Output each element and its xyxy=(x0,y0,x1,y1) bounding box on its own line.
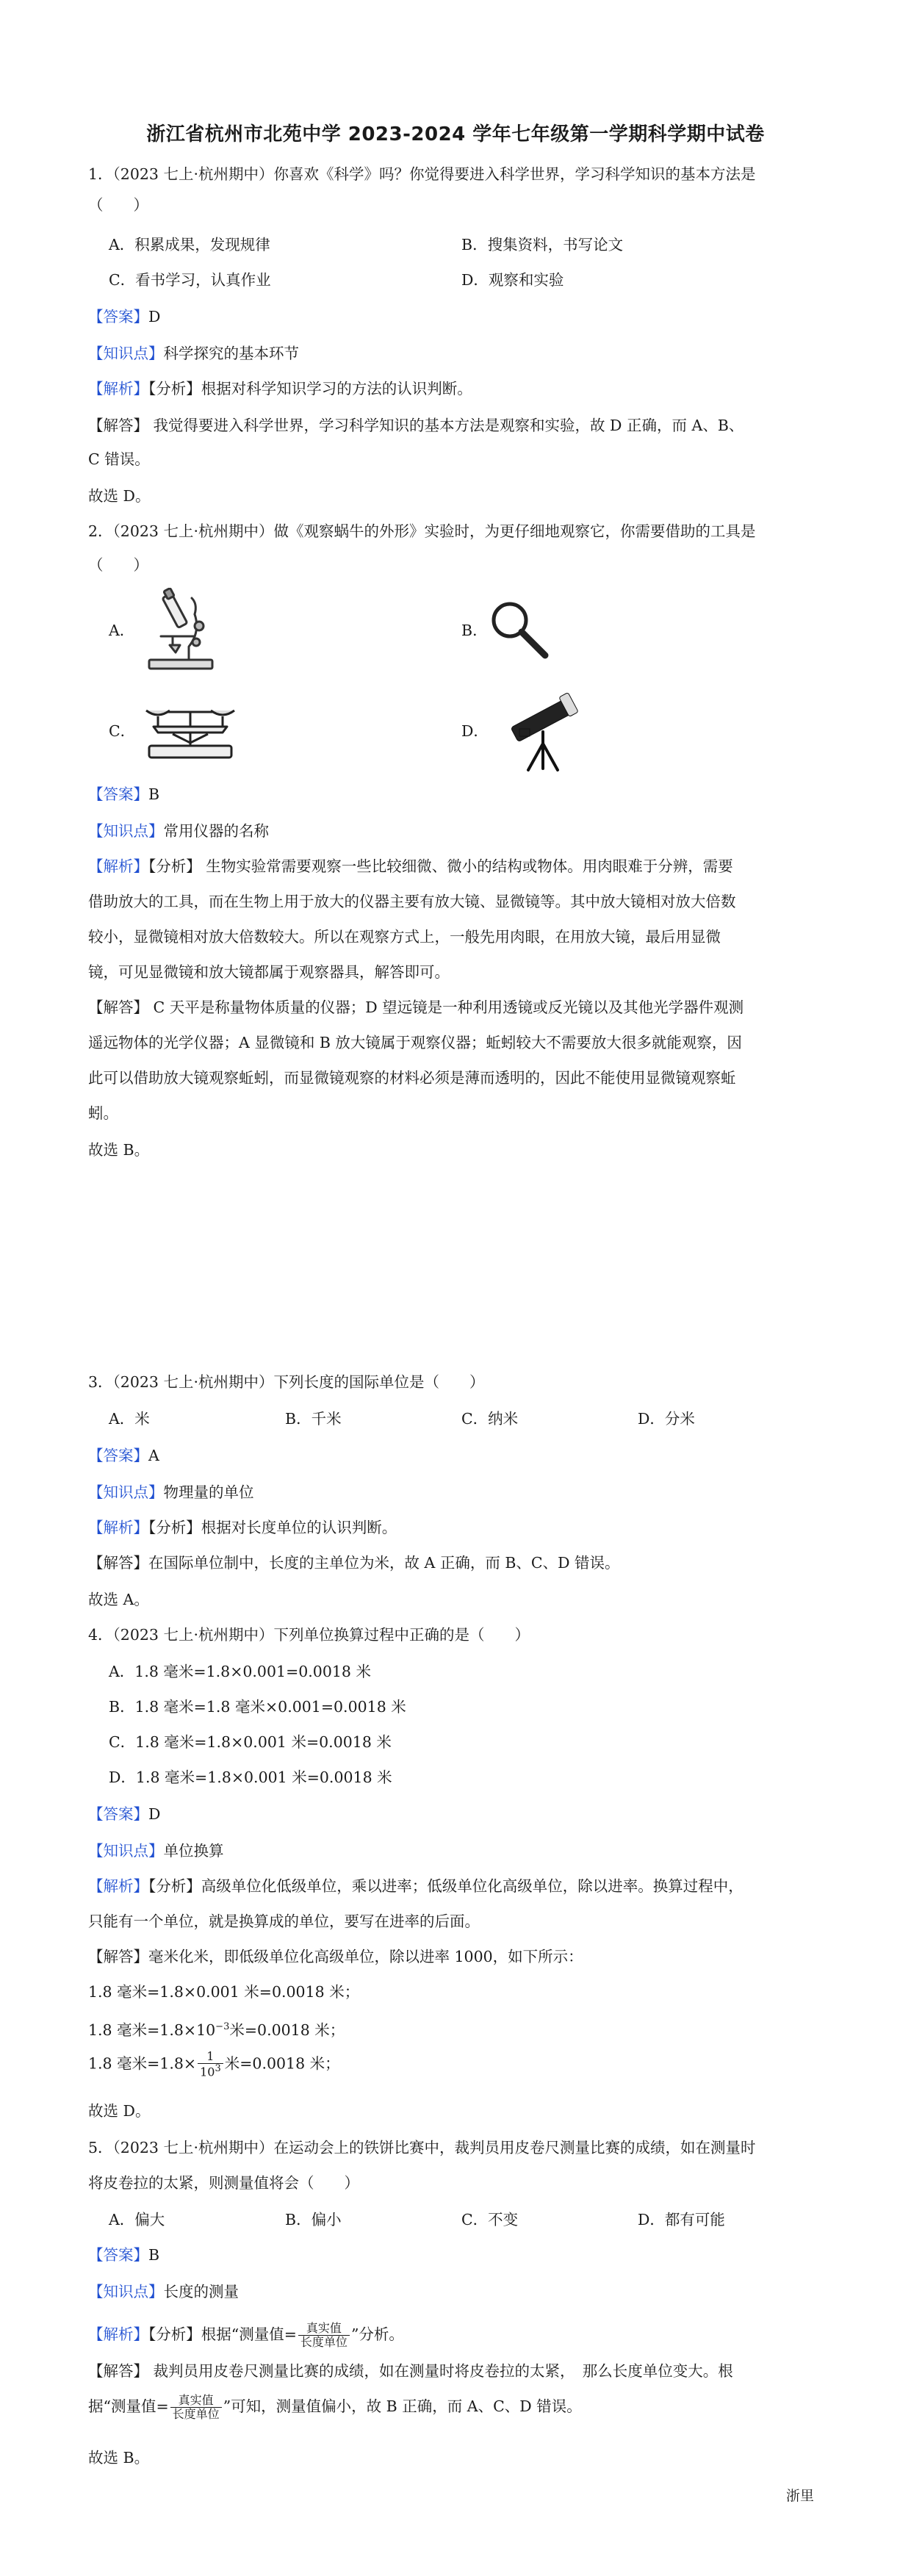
q4-knowledge: 【知识点】单位换算 xyxy=(88,1842,224,1860)
q5-stem: 5．（2023 七上·杭州期中）在运动会上的铁饼比赛中，裁判员用皮卷尺测量比赛的成绩，如在测量时 xyxy=(88,2139,756,2156)
q1-stem-paren: （ ） xyxy=(88,196,148,214)
q3-solution: 【解答】在国际单位制中，长度的主单位为米，故 A 正确，而 B、C、D 错误。 xyxy=(88,1554,620,1572)
q1-solution: 【解答】 我觉得要进入科学世界，学习科学知识的基本方法是观察和实验，故 D 正确，而 A、B、 xyxy=(88,417,744,434)
q4-calc-3: 1.8 毫米=1.8× $\frac{1}{10^3}$ 米=0.0018 米； xyxy=(88,2049,340,2079)
q4-conclusion: 故选 D。 xyxy=(88,2102,151,2120)
q4-option-b: B．1.8 毫米=1.8 毫米×0.001=0.0018 米 xyxy=(109,1698,406,1716)
q2-analysis-1: 【解析】【分析】 生物实验常需要观察一些比较细微、微小的结构或物体。用肉眼难于分辨，需要 xyxy=(88,857,733,875)
q1-answer: 【答案】D xyxy=(88,308,161,325)
q2-solution-4: 蚓。 xyxy=(88,1104,118,1122)
q5-option-b: B．偏小 xyxy=(285,2211,342,2228)
q5-solution-2: 据“测量值= $\frac{\text{真实值}}{\text{长度单位}}$ ”可知，测量值偏小，故 B 正确，而 A、C、D 错误。 xyxy=(88,2392,582,2421)
q2-conclusion: 故选 B。 xyxy=(88,1141,150,1159)
q2-option-c: C． xyxy=(109,722,136,740)
q5-option-c: C．不变 xyxy=(461,2211,519,2228)
q5-knowledge: 【知识点】长度的测量 xyxy=(88,2283,239,2300)
telescope-icon xyxy=(503,689,584,774)
q1-option-a: A．积累成果，发现规律 xyxy=(109,236,270,253)
q1-solution-cont: C 错误。 xyxy=(88,450,150,468)
q4-solution: 【解答】毫米化米，即低级单位化高级单位，除以进率 1000，如下所示： xyxy=(88,1948,583,1965)
q4-fraction: $\frac{1}{10^3}$ xyxy=(198,2050,223,2079)
q5-solution-1: 【解答】 裁判员用皮卷尺测量比赛的成绩，如在测量时将皮卷拉的太紧， 那么长度单位变大。根 xyxy=(88,2362,733,2380)
microscope-icon xyxy=(143,588,224,674)
q4-option-c: C．1.8 毫米=1.8×0.001 米=0.0018 米 xyxy=(109,1733,392,1751)
q5-analysis-fraction: $\frac{\text{真实值}}{\text{长度单位}}$ xyxy=(298,2322,350,2350)
q3-option-b: B．千米 xyxy=(285,1410,342,1428)
q2-option-d: D． xyxy=(461,722,489,740)
magnifier-icon xyxy=(486,597,552,663)
q3-analysis: 【解析】【分析】根据对长度单位的认识判断。 xyxy=(88,1519,397,1536)
page-title: 浙江省杭州市北苑中学 2023-2024 学年七年级第一学期科学期中试卷 xyxy=(146,123,765,145)
q5-analysis: 【解析】【分析】根据“测量值= $\frac{\text{真实值}}{\text{长度单位}}$ ”分析。 xyxy=(88,2320,404,2349)
q1-stem: 1．（2023 七上·杭州期中）你喜欢《科学》吗？你觉得要进入科学世界，学习科学知识的基本方法是 xyxy=(88,165,756,183)
q2-option-a: A． xyxy=(109,622,135,639)
q2-option-b: B． xyxy=(461,622,488,639)
q2-analysis-3: 较小，显微镜相对放大倍数较大。所以在观察方式上，一般先用肉眼，在用放大镜，最后用显微 xyxy=(88,928,721,946)
q3-knowledge: 【知识点】物理量的单位 xyxy=(88,1483,254,1501)
q2-stem: 2．（2023 七上·杭州期中）做《观察蜗牛的外形》实验时，为更仔细地观察它，你需要借助的工具是 xyxy=(88,522,756,540)
q5-option-a: A．偏大 xyxy=(109,2211,165,2228)
q2-analysis-4: 镜，可见显微镜和放大镜都属于观察器具，解答即可。 xyxy=(88,963,450,981)
q4-analysis-1: 【解析】【分析】高级单位化低级单位，乘以进率；低级单位化高级单位，除以进率。换算过程中， xyxy=(88,1877,743,1895)
q2-knowledge: 【知识点】常用仪器的名称 xyxy=(88,822,269,840)
q3-answer: 【答案】A xyxy=(88,1447,159,1464)
q2-solution-1: 【解答】 C 天平是称量物体质量的仪器；D 望远镜是一种利用透镜或反光镜以及其他光学器件观测 xyxy=(88,999,744,1016)
q5-conclusion: 故选 B。 xyxy=(88,2449,150,2467)
q5-solution-fraction: $\frac{\text{真实值}}{\text{长度单位}}$ xyxy=(170,2394,222,2422)
q3-option-a: A．米 xyxy=(109,1410,150,1428)
q5-stem-cont: 将皮卷拉的太紧，则测量值将会（ ） xyxy=(88,2174,359,2192)
q1-option-c: C．看书学习，认真作业 xyxy=(109,271,271,289)
page-footer: 浙里 xyxy=(786,2488,815,2504)
q5-answer: 【答案】B xyxy=(88,2246,160,2264)
q2-solution-3: 此可以借助放大镜观察蚯蚓，而显微镜观察的材料必须是薄而透明的，因此不能使用显微镜观察蚯 xyxy=(88,1069,736,1087)
q1-option-d: D．观察和实验 xyxy=(461,271,564,289)
q3-option-c: C．纳米 xyxy=(461,1410,519,1428)
q1-knowledge: 【知识点】科学探究的基本环节 xyxy=(88,345,299,362)
q4-answer: 【答案】D xyxy=(88,1805,161,1823)
q3-option-d: D．分米 xyxy=(638,1410,695,1428)
q2-solution-2: 遥远物体的光学仪器；A 显微镜和 B 放大镜属于观察仪器；蚯蚓较大不需要放大很多就能观察，因 xyxy=(88,1034,742,1051)
q3-stem: 3．（2023 七上·杭州期中）下列长度的国际单位是（ ） xyxy=(88,1373,485,1391)
balance-scale-icon xyxy=(143,702,237,762)
q3-conclusion: 故选 A。 xyxy=(88,1591,149,1608)
q1-conclusion: 故选 D。 xyxy=(88,487,151,505)
q2-stem-paren: （ ） xyxy=(88,556,148,574)
q4-option-a: A．1.8 毫米=1.8×0.001=0.0018 米 xyxy=(109,1663,371,1680)
q4-calc-2: 1.8 毫米$=1.8\times 10^{-3}$米=0.0018 米； xyxy=(88,2021,345,2039)
q4-option-d: D．1.8 毫米=1.8×0.001 米=0.0018 米 xyxy=(109,1769,392,1786)
q2-answer: 【答案】B xyxy=(88,785,160,803)
q1-option-b: B．搜集资料，书写论文 xyxy=(461,236,624,253)
q4-stem: 4．（2023 七上·杭州期中）下列单位换算过程中正确的是（ ） xyxy=(88,1626,530,1644)
q4-analysis-2: 只能有一个单位，就是换算成的单位，要写在进率的后面。 xyxy=(88,1913,480,1930)
q4-calc-1: 1.8 毫米=1.8×0.001 米=0.0018 米； xyxy=(88,1983,360,2001)
q2-analysis-2: 借助放大的工具，而在生物上用于放大的仪器主要有放大镜、显微镜等。其中放大镜相对放大倍数 xyxy=(88,893,736,910)
q1-analysis: 【解析】【分析】根据对科学知识学习的方法的认识判断。 xyxy=(88,380,472,397)
q5-option-d: D．都有可能 xyxy=(638,2211,725,2228)
